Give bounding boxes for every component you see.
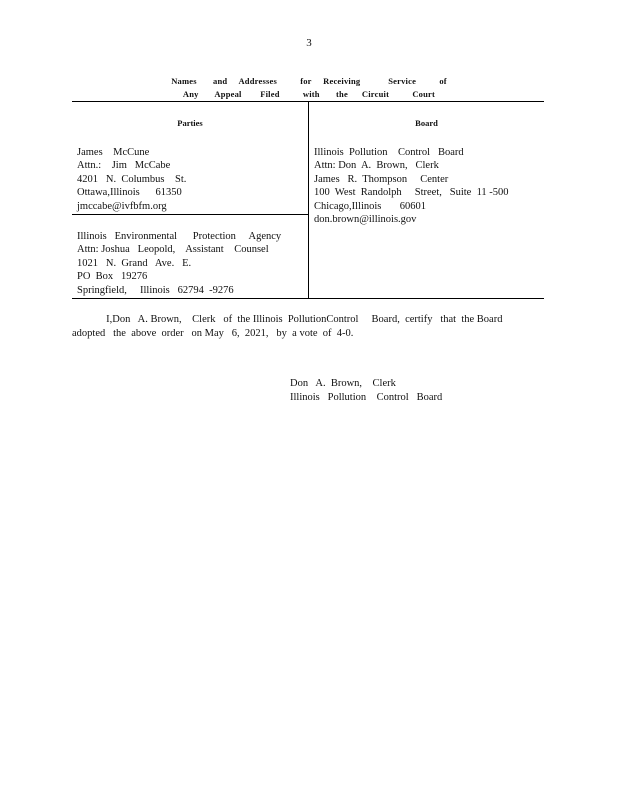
heading-line-1: Names and Addresses for Receiving Service of [171,76,447,86]
address-line: PO Box 19276 [77,271,148,283]
signature-org: Illinois Pollution Control Board [290,392,443,403]
address-line: James R. Thompson Center [314,173,449,185]
address-line: Illinois Pollution Control Board [314,147,464,158]
address-line: Attn.: Jim McCabe [77,160,171,172]
address-line: Attn: Don A. Brown, Clerk [314,160,439,172]
address-line: 100 West Randolph Street, Suite 11 -500 [314,187,509,199]
party-address-iepa [77,230,281,297]
email-address: don.brown@illinois.gov [314,214,417,226]
address-line: James McCune [77,147,150,158]
address-line: Illinois Environmental Protection Agency [77,231,282,242]
party-divider [72,214,308,215]
address-line: 1021 N. Grand Ave. E. [77,257,192,269]
board-column-header: Board [415,118,438,128]
signature-name: Don A. Brown, Clerk [290,378,396,389]
board-address [314,146,509,226]
address-line: Springfield, Illinois 62794 -9276 [77,284,234,296]
address-line: Attn: Joshua Leopold, Assistant Counsel [77,244,269,256]
party-address-mccune [77,146,186,213]
address-line: Chicago,Illinois 60601 [314,200,426,212]
email-address: jmccabe@ivfbfm.org [77,200,167,212]
parties-column-header: Parties [177,118,203,128]
certification-line-2: adopted the above order on May 6, 2021, by a vote of 4-0. [72,328,354,339]
signature-block [290,377,442,405]
column-divider [308,102,309,298]
address-line: 4201 N. Columbus St. [77,173,187,185]
service-list-heading [150,75,468,101]
heading-line-2: Any Appeal Filed with the Circuit Court [182,89,436,99]
address-line: Ottawa,Illinois 61350 [77,187,182,199]
service-table [72,101,544,299]
certification-paragraph [72,313,506,341]
certification-line-1: I,Don A. Brown, Clerk of the Illinois PollutionControl Board, certify that the Board [72,314,503,325]
page-number: 3 [306,37,312,49]
